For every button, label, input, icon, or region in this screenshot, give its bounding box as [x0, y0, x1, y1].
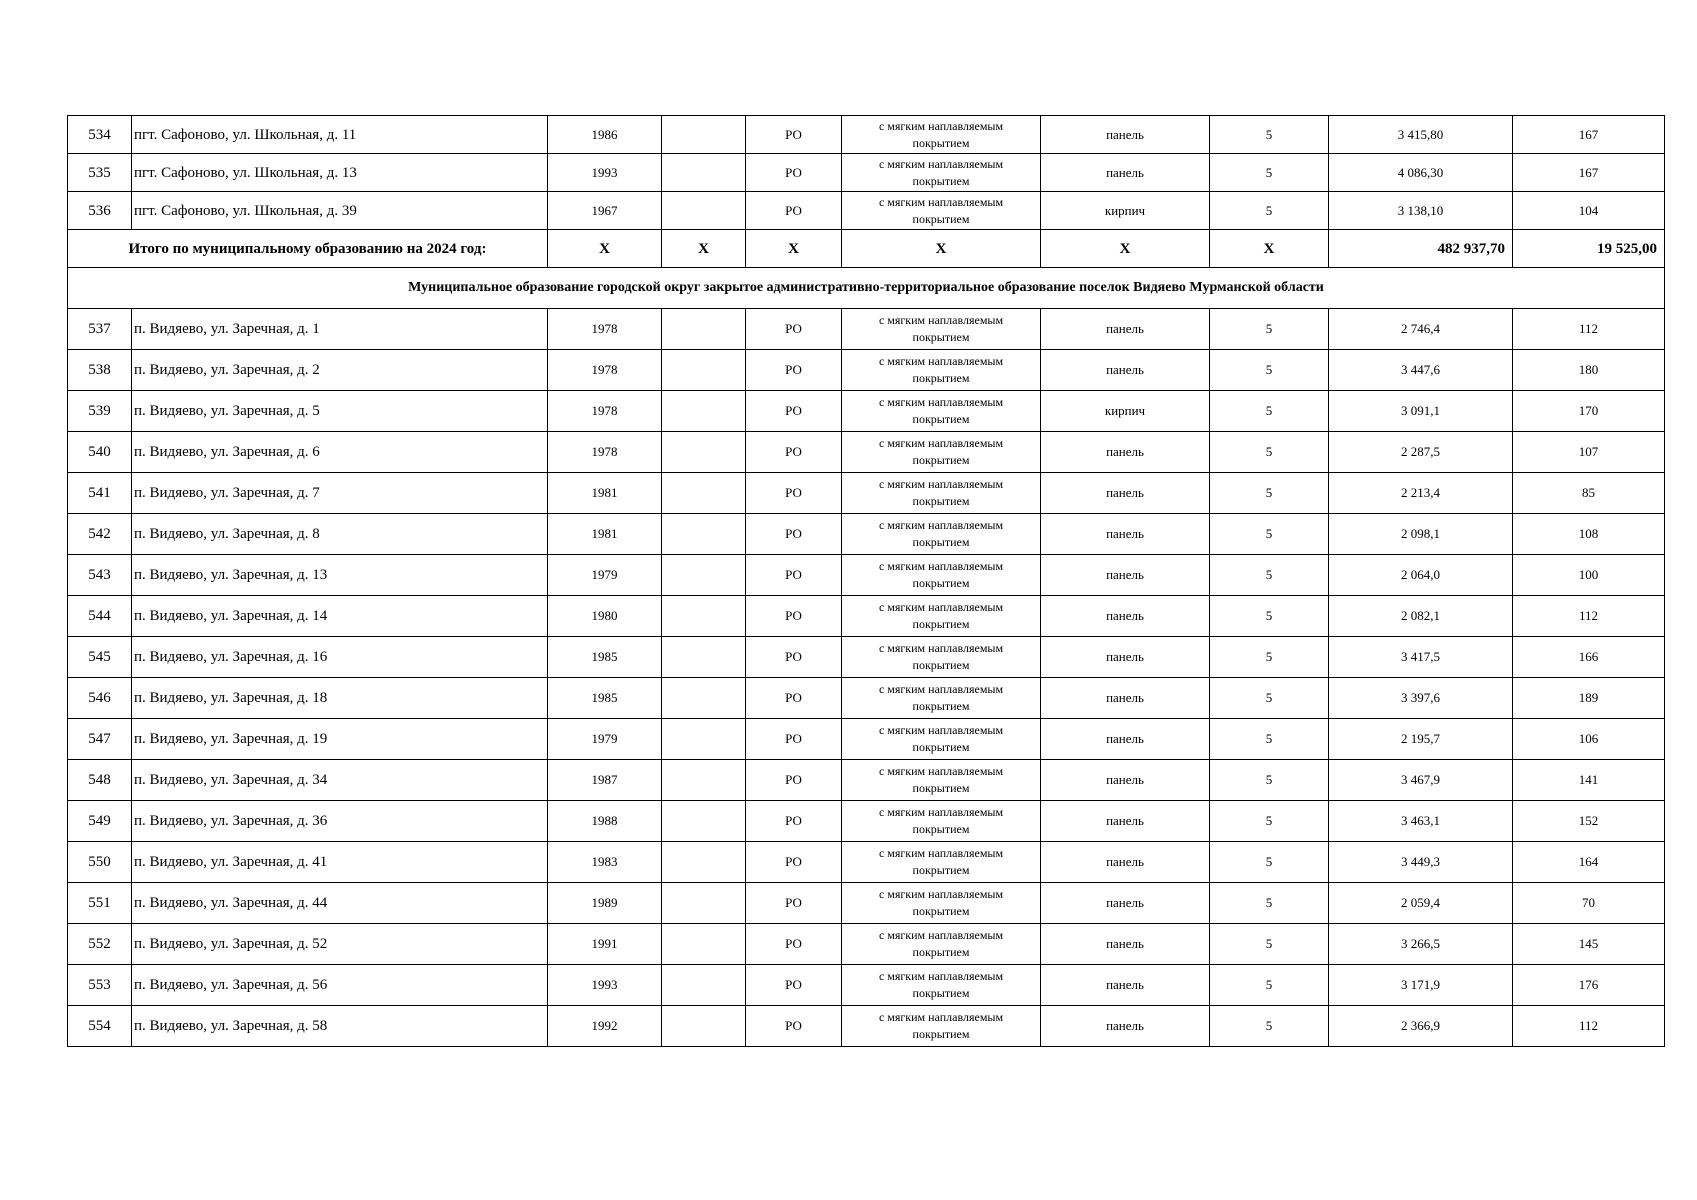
- floors-cell: 5: [1210, 350, 1329, 391]
- roof-type-line-1: с мягким наплавляемым: [878, 354, 1004, 368]
- residents-cell: 108: [1513, 514, 1665, 555]
- table-row: [68, 1006, 1665, 1047]
- wall-material-cell: панель: [1041, 473, 1210, 514]
- area-cell: 3 449,3: [1329, 842, 1513, 883]
- address-cell: п. Видяево, ул. Заречная, д. 58: [132, 1006, 548, 1047]
- roof-type-line-1: с мягким наплавляемым: [878, 969, 1004, 983]
- table-row: [68, 514, 1665, 555]
- row-number: 538: [68, 350, 132, 391]
- wall-material-cell: панель: [1041, 596, 1210, 637]
- row-number: 549: [68, 801, 132, 842]
- year-cell: 1978: [548, 309, 662, 350]
- roof-type-line-2: покрытием: [912, 904, 970, 918]
- table-row: [68, 555, 1665, 596]
- blank-cell: [662, 678, 746, 719]
- floors-cell: 5: [1210, 842, 1329, 883]
- blank-cell: [662, 719, 746, 760]
- wall-material-cell: панель: [1041, 924, 1210, 965]
- floors-cell: 5: [1210, 965, 1329, 1006]
- residents-cell: 107: [1513, 432, 1665, 473]
- residents-cell: 104: [1513, 192, 1665, 230]
- ro-cell: РО: [746, 678, 842, 719]
- row-number: 553: [68, 965, 132, 1006]
- residents-cell: 145: [1513, 924, 1665, 965]
- address-cell: п. Видяево, ул. Заречная, д. 13: [132, 555, 548, 596]
- table-row: [68, 391, 1665, 432]
- total-mark: X: [746, 230, 842, 268]
- floors-cell: 5: [1210, 473, 1329, 514]
- table-row: [68, 965, 1665, 1006]
- roof-type-cell: [842, 760, 1041, 801]
- year-cell: 1992: [548, 1006, 662, 1047]
- residents-cell: 85: [1513, 473, 1665, 514]
- ro-cell: РО: [746, 760, 842, 801]
- municipality-section-title: Муниципальное образование городской округ закрытое административно-территориальное образование поселок Видяево Мурманской области: [68, 268, 1665, 309]
- ro-cell: РО: [746, 883, 842, 924]
- area-cell: 3 417,5: [1329, 637, 1513, 678]
- address-cell: п. Видяево, ул. Заречная, д. 8: [132, 514, 548, 555]
- roof-type-cell: [842, 719, 1041, 760]
- roof-type-line-1: с мягким наплавляемым: [878, 395, 1004, 409]
- residents-cell: 180: [1513, 350, 1665, 391]
- row-number: 540: [68, 432, 132, 473]
- roof-type-line-2: покрытием: [912, 135, 970, 150]
- roof-type-line-2: покрытием: [912, 494, 970, 508]
- roof-type-line-2: покрытием: [912, 986, 970, 1000]
- row-number: 536: [68, 192, 132, 230]
- table-row: [68, 678, 1665, 719]
- row-number: 548: [68, 760, 132, 801]
- table-row: [68, 883, 1665, 924]
- total-area: 482 937,70: [1329, 230, 1513, 268]
- total-label: Итого по муниципальному образованию на 2024 год:: [68, 230, 548, 268]
- ro-cell: РО: [746, 432, 842, 473]
- year-cell: 1986: [548, 116, 662, 154]
- roof-type-cell: [842, 555, 1041, 596]
- roof-type-cell: [842, 1006, 1041, 1047]
- address-cell: п. Видяево, ул. Заречная, д. 1: [132, 309, 548, 350]
- wall-material-cell: панель: [1041, 514, 1210, 555]
- floors-cell: 5: [1210, 883, 1329, 924]
- total-row: [68, 230, 1665, 268]
- area-cell: 2 059,4: [1329, 883, 1513, 924]
- area-cell: 3 397,6: [1329, 678, 1513, 719]
- roof-type-line-1: с мягким наплавляемым: [878, 928, 1004, 942]
- residents-cell: 167: [1513, 154, 1665, 192]
- ro-cell: РО: [746, 1006, 842, 1047]
- blank-cell: [662, 514, 746, 555]
- area-cell: 2 213,4: [1329, 473, 1513, 514]
- roof-type-cell: [842, 842, 1041, 883]
- year-cell: 1978: [548, 391, 662, 432]
- wall-material-cell: панель: [1041, 1006, 1210, 1047]
- roof-type-cell: [842, 192, 1041, 230]
- wall-material-cell: панель: [1041, 154, 1210, 192]
- blank-cell: [662, 924, 746, 965]
- ro-cell: РО: [746, 801, 842, 842]
- floors-cell: 5: [1210, 192, 1329, 230]
- ro-cell: РО: [746, 473, 842, 514]
- blank-cell: [662, 965, 746, 1006]
- area-cell: 3 463,1: [1329, 801, 1513, 842]
- table-row: [68, 309, 1665, 350]
- row-number: 539: [68, 391, 132, 432]
- floors-cell: 5: [1210, 719, 1329, 760]
- roof-type-line-2: покрытием: [912, 781, 970, 795]
- area-cell: 2 064,0: [1329, 555, 1513, 596]
- address-cell: п. Видяево, ул. Заречная, д. 34: [132, 760, 548, 801]
- ro-cell: РО: [746, 514, 842, 555]
- residents-cell: 112: [1513, 309, 1665, 350]
- ro-cell: РО: [746, 309, 842, 350]
- roof-type-line-1: с мягким наплавляемым: [878, 723, 1004, 737]
- wall-material-cell: панель: [1041, 965, 1210, 1006]
- table-row: [68, 719, 1665, 760]
- table-row: [68, 473, 1665, 514]
- ro-cell: РО: [746, 842, 842, 883]
- year-cell: 1993: [548, 965, 662, 1006]
- table-row: [68, 192, 1665, 230]
- blank-cell: [662, 801, 746, 842]
- roof-type-line-2: покрытием: [912, 371, 970, 385]
- floors-cell: 5: [1210, 678, 1329, 719]
- year-cell: 1979: [548, 555, 662, 596]
- address-cell: п. Видяево, ул. Заречная, д. 19: [132, 719, 548, 760]
- floors-cell: 5: [1210, 924, 1329, 965]
- wall-material-cell: панель: [1041, 350, 1210, 391]
- area-cell: 2 287,5: [1329, 432, 1513, 473]
- roof-type-line-1: с мягким наплавляемым: [878, 194, 1004, 209]
- housing-register-table: [67, 115, 1665, 1047]
- ro-cell: РО: [746, 719, 842, 760]
- residents-cell: 166: [1513, 637, 1665, 678]
- area-cell: 2 366,9: [1329, 1006, 1513, 1047]
- residents-cell: 167: [1513, 116, 1665, 154]
- roof-type-line-2: покрытием: [912, 658, 970, 672]
- ro-cell: РО: [746, 192, 842, 230]
- ro-cell: РО: [746, 555, 842, 596]
- roof-type-cell: [842, 473, 1041, 514]
- roof-type-line-2: покрытием: [912, 330, 970, 344]
- year-cell: 1979: [548, 719, 662, 760]
- wall-material-cell: панель: [1041, 801, 1210, 842]
- row-number: 552: [68, 924, 132, 965]
- total-mark: X: [842, 230, 1041, 268]
- address-cell: п. Видяево, ул. Заречная, д. 2: [132, 350, 548, 391]
- wall-material-cell: кирпич: [1041, 391, 1210, 432]
- blank-cell: [662, 760, 746, 801]
- total-mark: X: [548, 230, 662, 268]
- address-cell: п. Видяево, ул. Заречная, д. 52: [132, 924, 548, 965]
- year-cell: 1983: [548, 842, 662, 883]
- roof-type-cell: [842, 596, 1041, 637]
- roof-type-line-2: покрытием: [912, 1027, 970, 1041]
- area-cell: 3 266,5: [1329, 924, 1513, 965]
- roof-type-line-2: покрытием: [912, 576, 970, 590]
- address-cell: п. Видяево, ул. Заречная, д. 36: [132, 801, 548, 842]
- year-cell: 1978: [548, 350, 662, 391]
- blank-cell: [662, 473, 746, 514]
- wall-material-cell: панель: [1041, 637, 1210, 678]
- address-cell: п. Видяево, ул. Заречная, д. 56: [132, 965, 548, 1006]
- area-cell: 3 138,10: [1329, 192, 1513, 230]
- row-number: 547: [68, 719, 132, 760]
- table-row: [68, 154, 1665, 192]
- row-number: 541: [68, 473, 132, 514]
- roof-type-line-1: с мягким наплавляемым: [878, 805, 1004, 819]
- floors-cell: 5: [1210, 154, 1329, 192]
- blank-cell: [662, 391, 746, 432]
- row-number: 545: [68, 637, 132, 678]
- blank-cell: [662, 883, 746, 924]
- residents-cell: 152: [1513, 801, 1665, 842]
- roof-type-cell: [842, 309, 1041, 350]
- residents-cell: 112: [1513, 1006, 1665, 1047]
- year-cell: 1988: [548, 801, 662, 842]
- row-number: 534: [68, 116, 132, 154]
- roof-type-line-1: с мягким наплавляемым: [878, 1010, 1004, 1024]
- area-cell: 3 171,9: [1329, 965, 1513, 1006]
- row-number: 543: [68, 555, 132, 596]
- address-cell: п. Видяево, ул. Заречная, д. 14: [132, 596, 548, 637]
- roof-type-line-2: покрытием: [912, 863, 970, 877]
- residents-cell: 189: [1513, 678, 1665, 719]
- blank-cell: [662, 637, 746, 678]
- year-cell: 1985: [548, 678, 662, 719]
- year-cell: 1989: [548, 883, 662, 924]
- year-cell: 1991: [548, 924, 662, 965]
- floors-cell: 5: [1210, 432, 1329, 473]
- wall-material-cell: панель: [1041, 555, 1210, 596]
- wall-material-cell: кирпич: [1041, 192, 1210, 230]
- table-row: [68, 760, 1665, 801]
- roof-type-cell: [842, 883, 1041, 924]
- roof-type-line-2: покрытием: [912, 740, 970, 754]
- area-cell: 2 746,4: [1329, 309, 1513, 350]
- wall-material-cell: панель: [1041, 719, 1210, 760]
- blank-cell: [662, 432, 746, 473]
- row-number: 551: [68, 883, 132, 924]
- roof-type-line-1: с мягким наплавляемым: [878, 518, 1004, 532]
- table-row: [68, 596, 1665, 637]
- blank-cell: [662, 154, 746, 192]
- wall-material-cell: панель: [1041, 842, 1210, 883]
- roof-type-line-1: с мягким наплавляемым: [878, 600, 1004, 614]
- row-number: 550: [68, 842, 132, 883]
- wall-material-cell: панель: [1041, 760, 1210, 801]
- roof-type-line-1: с мягким наплавляемым: [878, 313, 1004, 327]
- table-row: [68, 432, 1665, 473]
- row-number: 535: [68, 154, 132, 192]
- row-number: 554: [68, 1006, 132, 1047]
- residents-cell: 106: [1513, 719, 1665, 760]
- residents-cell: 112: [1513, 596, 1665, 637]
- residents-cell: 70: [1513, 883, 1665, 924]
- address-cell: п. Видяево, ул. Заречная, д. 16: [132, 637, 548, 678]
- ro-cell: РО: [746, 350, 842, 391]
- total-mark: X: [1041, 230, 1210, 268]
- roof-type-cell: [842, 154, 1041, 192]
- blank-cell: [662, 596, 746, 637]
- table-row: [68, 350, 1665, 391]
- roof-type-cell: [842, 637, 1041, 678]
- roof-type-line-2: покрытием: [912, 617, 970, 631]
- year-cell: 1985: [548, 637, 662, 678]
- section-header-row: [68, 268, 1665, 309]
- year-cell: 1978: [548, 432, 662, 473]
- floors-cell: 5: [1210, 116, 1329, 154]
- year-cell: 1981: [548, 514, 662, 555]
- address-cell: пгт. Сафоново, ул. Школьная, д. 39: [132, 192, 548, 230]
- wall-material-cell: панель: [1041, 309, 1210, 350]
- ro-cell: РО: [746, 154, 842, 192]
- roof-type-cell: [842, 432, 1041, 473]
- ro-cell: РО: [746, 391, 842, 432]
- floors-cell: 5: [1210, 596, 1329, 637]
- roof-type-line-2: покрытием: [912, 945, 970, 959]
- floors-cell: 5: [1210, 760, 1329, 801]
- floors-cell: 5: [1210, 514, 1329, 555]
- floors-cell: 5: [1210, 309, 1329, 350]
- ro-cell: РО: [746, 924, 842, 965]
- residents-cell: 176: [1513, 965, 1665, 1006]
- table-row: [68, 842, 1665, 883]
- address-cell: п. Видяево, ул. Заречная, д. 44: [132, 883, 548, 924]
- roof-type-cell: [842, 924, 1041, 965]
- address-cell: пгт. Сафоново, ул. Школьная, д. 13: [132, 154, 548, 192]
- roof-type-line-1: с мягким наплавляемым: [878, 887, 1004, 901]
- roof-type-cell: [842, 350, 1041, 391]
- roof-type-line-1: с мягким наплавляемым: [878, 846, 1004, 860]
- table-row: [68, 637, 1665, 678]
- address-cell: п. Видяево, ул. Заречная, д. 6: [132, 432, 548, 473]
- roof-type-line-2: покрытием: [912, 453, 970, 467]
- residents-cell: 164: [1513, 842, 1665, 883]
- area-cell: 2 082,1: [1329, 596, 1513, 637]
- address-cell: п. Видяево, ул. Заречная, д. 41: [132, 842, 548, 883]
- area-cell: 3 447,6: [1329, 350, 1513, 391]
- roof-type-line-1: с мягким наплавляемым: [878, 156, 1004, 171]
- roof-type-line-2: покрытием: [912, 412, 970, 426]
- wall-material-cell: панель: [1041, 116, 1210, 154]
- roof-type-line-2: покрытием: [912, 211, 970, 226]
- roof-type-line-1: с мягким наплавляемым: [878, 764, 1004, 778]
- roof-type-line-2: покрытием: [912, 535, 970, 549]
- table-row: [68, 924, 1665, 965]
- blank-cell: [662, 116, 746, 154]
- roof-type-line-1: с мягким наплавляемым: [878, 682, 1004, 696]
- row-number: 542: [68, 514, 132, 555]
- address-cell: п. Видяево, ул. Заречная, д. 7: [132, 473, 548, 514]
- year-cell: 1967: [548, 192, 662, 230]
- roof-type-line-1: с мягким наплавляемым: [878, 559, 1004, 573]
- roof-type-cell: [842, 514, 1041, 555]
- year-cell: 1993: [548, 154, 662, 192]
- wall-material-cell: панель: [1041, 883, 1210, 924]
- roof-type-line-1: с мягким наплавляемым: [878, 436, 1004, 450]
- floors-cell: 5: [1210, 391, 1329, 432]
- roof-type-line-2: покрытием: [912, 173, 970, 188]
- address-cell: п. Видяево, ул. Заречная, д. 18: [132, 678, 548, 719]
- total-mark: X: [662, 230, 746, 268]
- blank-cell: [662, 192, 746, 230]
- blank-cell: [662, 842, 746, 883]
- ro-cell: РО: [746, 116, 842, 154]
- area-cell: 3 467,9: [1329, 760, 1513, 801]
- roof-type-line-2: покрытием: [912, 822, 970, 836]
- wall-material-cell: панель: [1041, 678, 1210, 719]
- area-cell: 2 195,7: [1329, 719, 1513, 760]
- blank-cell: [662, 350, 746, 391]
- roof-type-line-2: покрытием: [912, 699, 970, 713]
- floors-cell: 5: [1210, 1006, 1329, 1047]
- table-row: [68, 116, 1665, 154]
- area-cell: 4 086,30: [1329, 154, 1513, 192]
- roof-type-cell: [842, 678, 1041, 719]
- year-cell: 1987: [548, 760, 662, 801]
- blank-cell: [662, 555, 746, 596]
- floors-cell: 5: [1210, 801, 1329, 842]
- total-residents: 19 525,00: [1513, 230, 1665, 268]
- roof-type-line-1: с мягким наплавляемым: [878, 477, 1004, 491]
- ro-cell: РО: [746, 596, 842, 637]
- residents-cell: 141: [1513, 760, 1665, 801]
- year-cell: 1980: [548, 596, 662, 637]
- year-cell: 1981: [548, 473, 662, 514]
- row-number: 537: [68, 309, 132, 350]
- roof-type-cell: [842, 965, 1041, 1006]
- roof-type-cell: [842, 391, 1041, 432]
- total-mark: X: [1210, 230, 1329, 268]
- area-cell: 2 098,1: [1329, 514, 1513, 555]
- residents-cell: 170: [1513, 391, 1665, 432]
- address-cell: п. Видяево, ул. Заречная, д. 5: [132, 391, 548, 432]
- floors-cell: 5: [1210, 637, 1329, 678]
- table-row: [68, 801, 1665, 842]
- roof-type-line-1: с мягким наплавляемым: [878, 641, 1004, 655]
- row-number: 546: [68, 678, 132, 719]
- blank-cell: [662, 309, 746, 350]
- row-number: 544: [68, 596, 132, 637]
- roof-type-line-1: с мягким наплавляемым: [878, 118, 1004, 133]
- area-cell: 3 091,1: [1329, 391, 1513, 432]
- ro-cell: РО: [746, 637, 842, 678]
- roof-type-cell: [842, 116, 1041, 154]
- blank-cell: [662, 1006, 746, 1047]
- roof-type-cell: [842, 801, 1041, 842]
- wall-material-cell: панель: [1041, 432, 1210, 473]
- residents-cell: 100: [1513, 555, 1665, 596]
- area-cell: 3 415,80: [1329, 116, 1513, 154]
- address-cell: пгт. Сафоново, ул. Школьная, д. 11: [132, 116, 548, 154]
- floors-cell: 5: [1210, 555, 1329, 596]
- ro-cell: РО: [746, 965, 842, 1006]
